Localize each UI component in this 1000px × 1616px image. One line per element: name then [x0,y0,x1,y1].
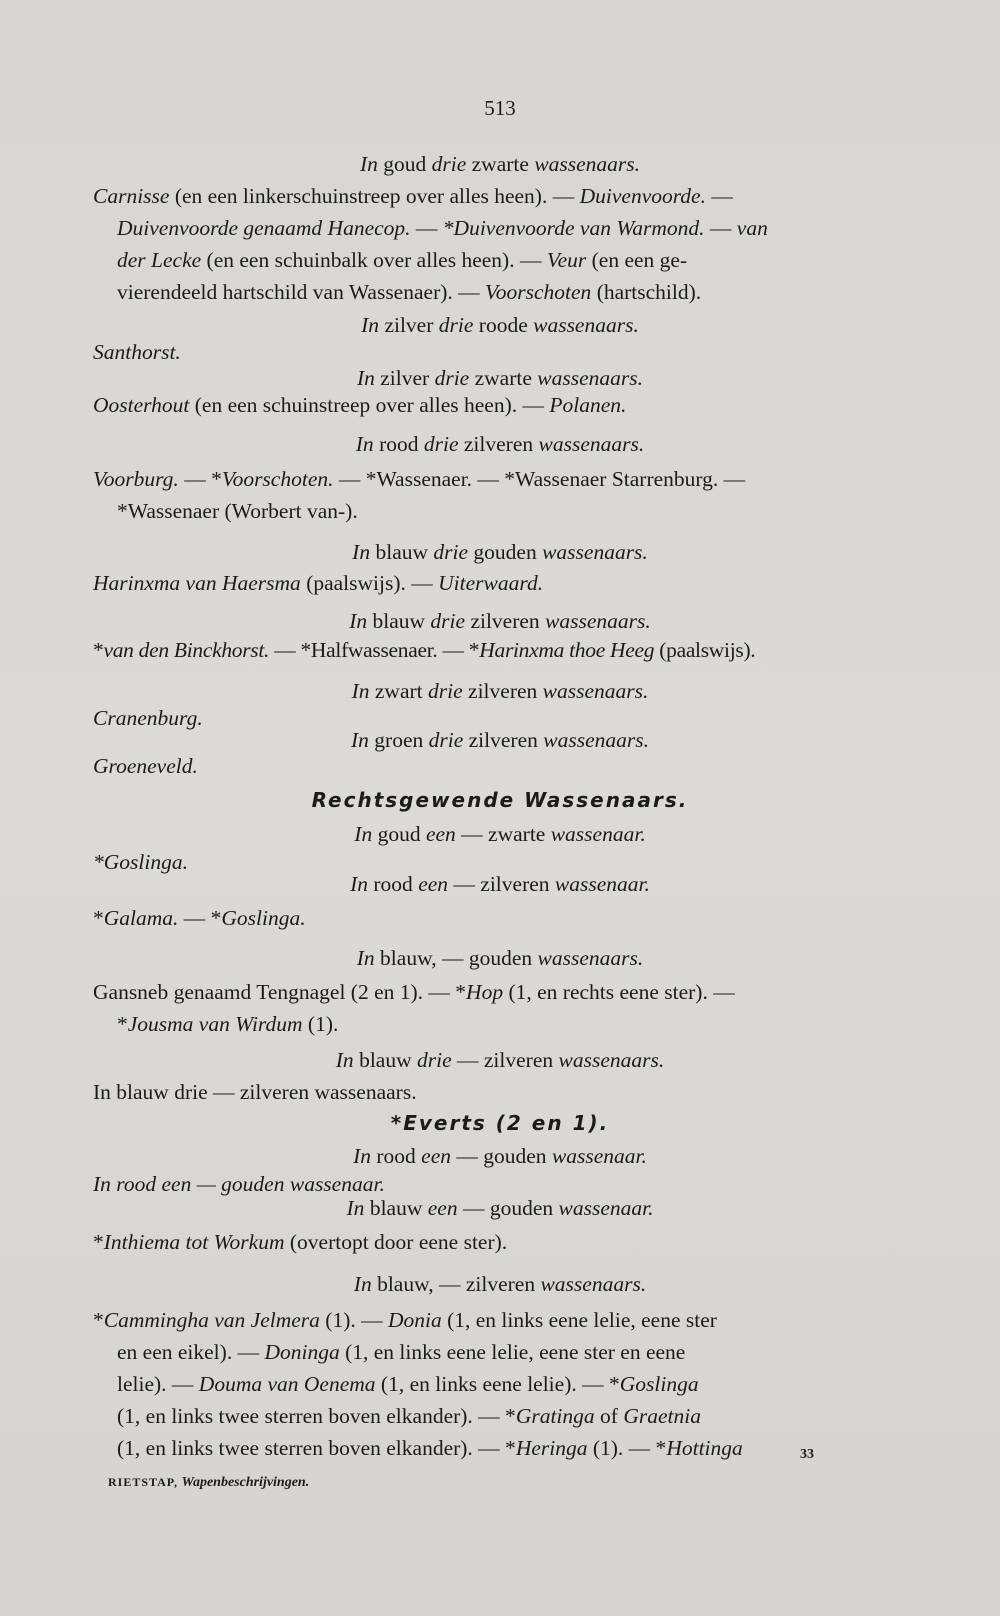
text-line: In zwart drie zilveren wassenaars. [351,679,649,703]
text-line: In goud drie zwarte wassenaars. [359,152,641,176]
text-line: Cranenburg. [93,706,203,730]
text-line: Carnisse (en een linkerschuinstreep over alles heen). — Duivenvoorde. — [93,184,733,208]
text-line: In blauw drie — zilveren wassenaars. [335,1048,665,1072]
text-line: Santhorst. [93,340,181,364]
text-line: *Wassenaer (Worbert van-). [117,499,358,523]
text-line: In rood een — gouden wassenaar. [353,1144,647,1168]
section-heading: Rechtsgewende Wassenaars. [311,788,689,812]
text-line: In rood een — zilveren wassenaar. [350,872,650,896]
text-line: (1, en links twee sterren boven elkander). — *Heringa (1). — *Hottinga [117,1436,743,1460]
signature-mark: 33 [800,1447,814,1462]
text-line: *Goslinga. [93,850,188,874]
text-line: Gansneb genaamd Tengnagel (2 en 1). — *Hop (1, en rechts eene ster). — [93,980,735,1004]
text-line: In zilver drie zwarte wassenaars. [356,366,644,390]
text-line: In zilver drie roode wassenaars. [361,313,639,337]
text-line: Harinxma van Haersma (paalswijs). — Uiterwaard. [93,571,544,595]
text-line: *van den Binckhorst. — *Halfwassenaer. — *Harinxma thoe Heeg (paalswijs). [93,638,756,662]
text-line: In blauw een — gouden wassenaar. [346,1196,654,1220]
text-line: vierendeeld hartschild van Wassenaer). — Voorschoten (hartschild). [117,280,702,304]
text-line: In blauw, — gouden wassenaars. [356,946,644,970]
text-line: *Inthiema tot Workum (overtopt door eene ster). [93,1230,508,1254]
text-line: In blauw drie zilveren wassenaars. [349,609,651,633]
text-line: In rood drie zilveren wassenaars. [355,432,645,456]
text-line: Duivenvoorde genaamd Hanecop. — *Duivenvoorde van Warmond. — van [117,216,768,240]
text-line: en een eikel). — Doninga (1, en links eene lelie, eene ster en eene [117,1340,686,1364]
text-line: lelie). — Douma van Oenema (1, en links eene lelie). — *Goslinga [117,1372,699,1396]
text-line: Groeneveld. [93,754,198,778]
text-line: In groen drie zilveren wassenaars. [351,728,649,752]
text-line: Oosterhout (en een schuinstreep over alles heen). — Polanen. [93,393,627,417]
text-line: In blauw drie — zilveren wassenaars. [93,1080,417,1104]
text-line: In blauw drie gouden wassenaars. [352,540,648,564]
text-line: der Lecke (en een schuinbalk over alles heen). — Veur (en een ge- [117,248,688,272]
text-line: *Galama. — *Goslinga. [93,906,306,930]
footer-citation [108,1475,309,1491]
text-line: *Cammingha van Jelmera (1). — Donia (1, en links eene lelie, eene ster [93,1308,717,1332]
text-line: Voorburg. — *Voorschoten. — *Wassenaer. — *Wassenaer Starrenburg. — [93,467,746,491]
text-line: *Jousma van Wirdum (1). [117,1012,339,1036]
text-line: In goud een — zwarte wassenaar. [354,822,646,846]
text-line: (1, en links twee sterren boven elkander). — *Gratinga of Graetnia [117,1404,701,1428]
text-line: In rood een — gouden wassenaar. [93,1172,385,1196]
footer-author: RIETSTAP, [108,1475,179,1489]
text-line: In blauw, — zilveren wassenaars. [353,1272,647,1296]
page-number: 513 [484,96,516,120]
footer-title: Wapenbeschrijvingen. [181,1475,310,1490]
section-heading: *Everts (2 en 1). [390,1111,610,1135]
